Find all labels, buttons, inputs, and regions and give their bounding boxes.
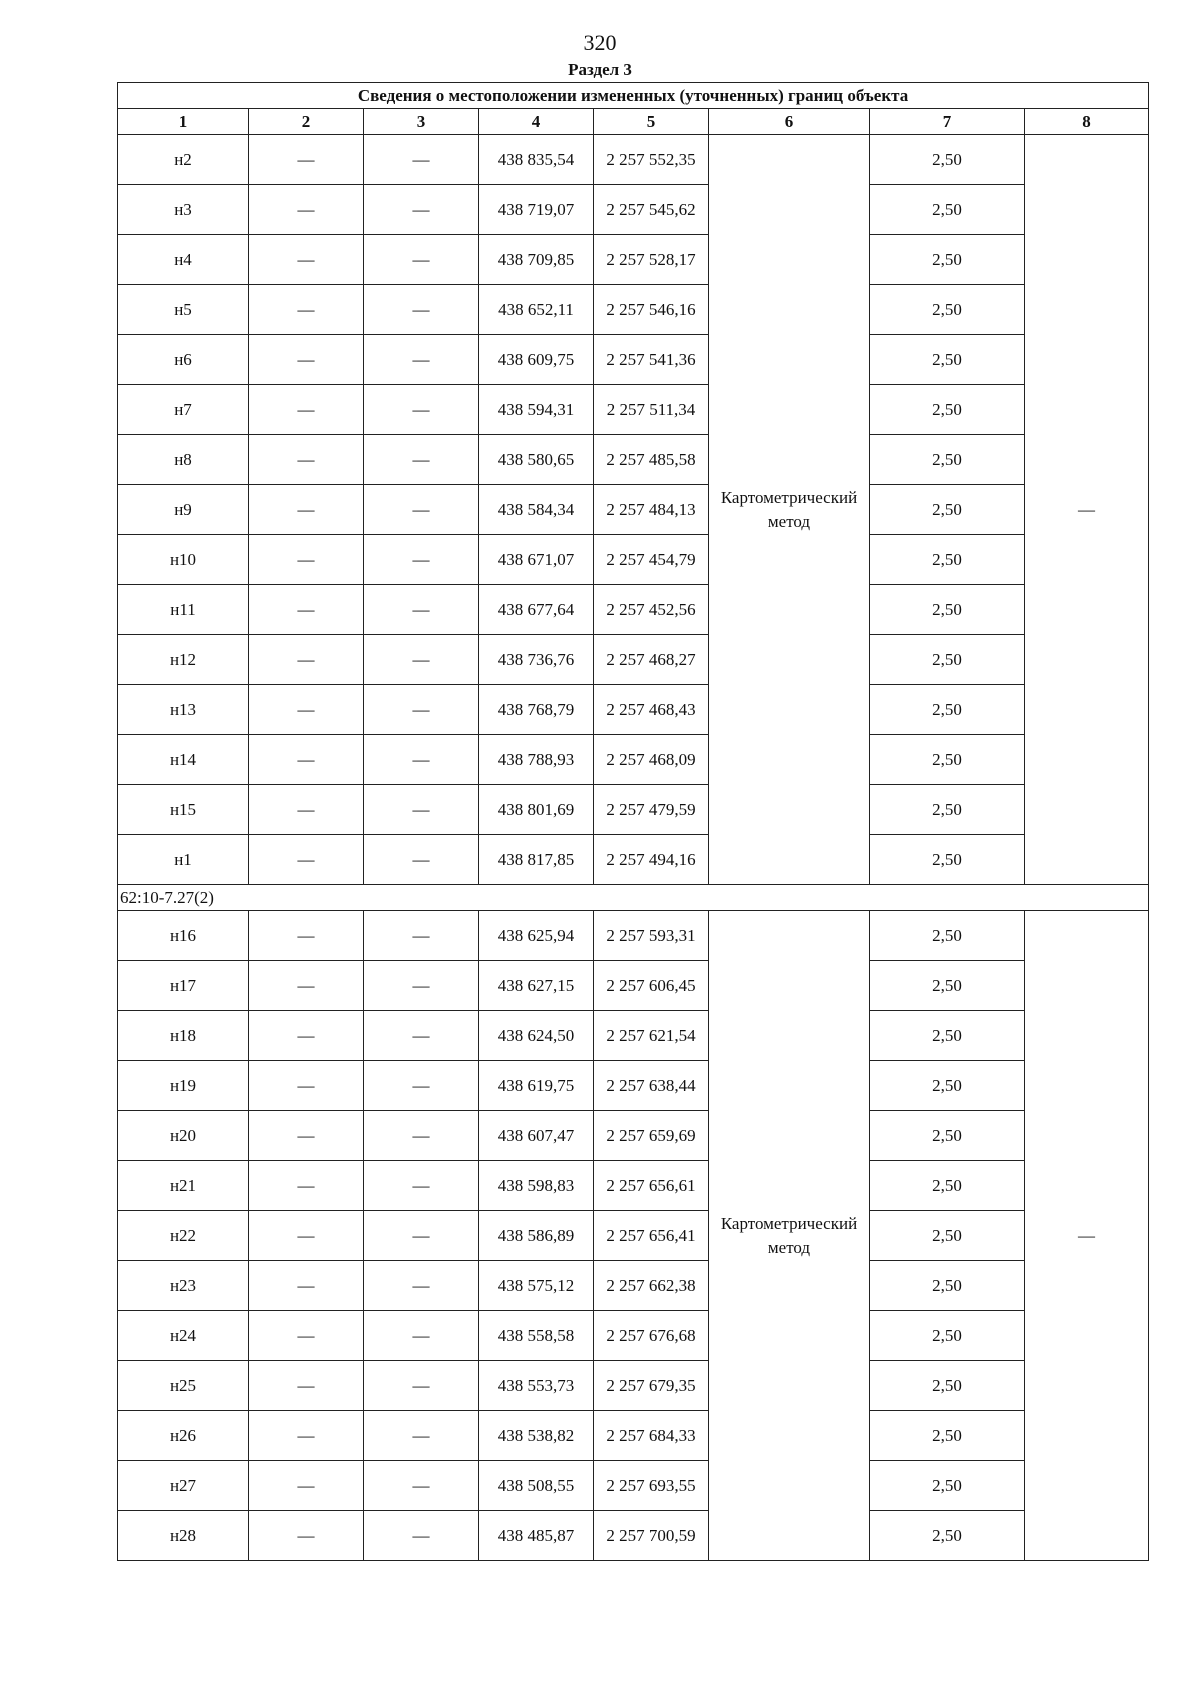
point-name: н18	[118, 1011, 249, 1061]
col2-dash: —	[249, 1111, 364, 1161]
coord-y: 2 257 552,35	[594, 135, 709, 185]
coord-y: 2 257 659,69	[594, 1111, 709, 1161]
col3-dash: —	[364, 335, 479, 385]
column-number: 6	[709, 109, 870, 135]
col3-dash: —	[364, 585, 479, 635]
method-cell: Картометрический метод	[709, 135, 870, 885]
coord-y: 2 257 454,79	[594, 535, 709, 585]
coord-y: 2 257 656,61	[594, 1161, 709, 1211]
table-row	[118, 685, 1149, 735]
page-number: 320	[583, 30, 617, 55]
col2-dash: —	[249, 485, 364, 535]
coord-x: 438 768,79	[479, 685, 594, 735]
table-row	[118, 1061, 1149, 1111]
accuracy: 2,50	[870, 685, 1025, 735]
col3-dash: —	[364, 485, 479, 535]
point-name: н21	[118, 1161, 249, 1211]
point-name: н15	[118, 785, 249, 835]
coord-y: 2 257 676,68	[594, 1311, 709, 1361]
column-number: 5	[594, 109, 709, 135]
col8-cell: —	[1025, 135, 1149, 885]
coord-y: 2 257 484,13	[594, 485, 709, 535]
point-name: н23	[118, 1261, 249, 1311]
column-number: 3	[364, 109, 479, 135]
parcel-label: 62:10-7.27(2)	[118, 885, 1149, 911]
coord-y: 2 257 494,16	[594, 835, 709, 885]
accuracy: 2,50	[870, 735, 1025, 785]
col3-dash: —	[364, 535, 479, 585]
col3-dash: —	[364, 435, 479, 485]
col3-dash: —	[364, 685, 479, 735]
col2-dash: —	[249, 1061, 364, 1111]
coord-x: 438 817,85	[479, 835, 594, 885]
coord-x: 438 580,65	[479, 435, 594, 485]
coord-x: 438 627,15	[479, 961, 594, 1011]
parcel-group-row	[118, 885, 1149, 911]
accuracy: 2,50	[870, 835, 1025, 885]
point-name: н25	[118, 1361, 249, 1411]
coord-x: 438 575,12	[479, 1261, 594, 1311]
col2-dash: —	[249, 735, 364, 785]
col3-dash: —	[364, 1411, 479, 1461]
col3-dash: —	[364, 1011, 479, 1061]
table-row	[118, 1361, 1149, 1411]
col3-dash: —	[364, 835, 479, 885]
point-name: н8	[118, 435, 249, 485]
table-row	[118, 335, 1149, 385]
accuracy: 2,50	[870, 485, 1025, 535]
coord-x: 438 553,73	[479, 1361, 594, 1411]
column-number: 1	[118, 109, 249, 135]
table-row	[118, 1261, 1149, 1311]
table-row	[118, 785, 1149, 835]
point-name: н14	[118, 735, 249, 785]
coord-y: 2 257 528,17	[594, 235, 709, 285]
table-row	[118, 185, 1149, 235]
column-number: 8	[1025, 109, 1149, 135]
coord-x: 438 607,47	[479, 1111, 594, 1161]
coord-x: 438 586,89	[479, 1211, 594, 1261]
col3-dash: —	[364, 1111, 479, 1161]
coord-x: 438 558,58	[479, 1311, 594, 1361]
col2-dash: —	[249, 1211, 364, 1261]
accuracy: 2,50	[870, 1161, 1025, 1211]
coord-y: 2 257 452,56	[594, 585, 709, 635]
col2-dash: —	[249, 1161, 364, 1211]
table-row	[118, 1211, 1149, 1261]
point-name: н19	[118, 1061, 249, 1111]
col2-dash: —	[249, 961, 364, 1011]
coord-x: 438 736,76	[479, 635, 594, 685]
coord-y: 2 257 468,43	[594, 685, 709, 735]
col3-dash: —	[364, 1461, 479, 1511]
col3-dash: —	[364, 135, 479, 185]
point-name: н6	[118, 335, 249, 385]
accuracy: 2,50	[870, 285, 1025, 335]
point-name: н12	[118, 635, 249, 685]
col2-dash: —	[249, 1311, 364, 1361]
col3-dash: —	[364, 385, 479, 435]
table-title-row	[118, 83, 1149, 109]
col2-dash: —	[249, 685, 364, 735]
col3-dash: —	[364, 1161, 479, 1211]
column-number: 7	[870, 109, 1025, 135]
coord-y: 2 257 662,38	[594, 1261, 709, 1311]
table-row	[118, 285, 1149, 335]
accuracy: 2,50	[870, 1511, 1025, 1561]
col2-dash: —	[249, 635, 364, 685]
coord-x: 438 719,07	[479, 185, 594, 235]
table-body	[118, 83, 1149, 1561]
boundary-table	[117, 82, 1149, 1561]
table-row	[118, 485, 1149, 535]
coord-y: 2 257 693,55	[594, 1461, 709, 1511]
table-row	[118, 1511, 1149, 1561]
accuracy: 2,50	[870, 911, 1025, 961]
coord-x: 438 508,55	[479, 1461, 594, 1511]
coord-x: 438 788,93	[479, 735, 594, 785]
accuracy: 2,50	[870, 635, 1025, 685]
table-row	[118, 435, 1149, 485]
col2-dash: —	[249, 1511, 364, 1561]
coord-y: 2 257 545,62	[594, 185, 709, 235]
coord-x: 438 619,75	[479, 1061, 594, 1111]
coord-x: 438 625,94	[479, 911, 594, 961]
accuracy: 2,50	[870, 535, 1025, 585]
coord-y: 2 257 621,54	[594, 1011, 709, 1061]
accuracy: 2,50	[870, 1411, 1025, 1461]
point-name: н22	[118, 1211, 249, 1261]
accuracy: 2,50	[870, 785, 1025, 835]
col3-dash: —	[364, 285, 479, 335]
coord-x: 438 609,75	[479, 335, 594, 385]
coord-y: 2 257 479,59	[594, 785, 709, 835]
coord-y: 2 257 485,58	[594, 435, 709, 485]
coord-x: 438 485,87	[479, 1511, 594, 1561]
coord-x: 438 652,11	[479, 285, 594, 335]
table-row	[118, 385, 1149, 435]
accuracy: 2,50	[870, 1111, 1025, 1161]
col2-dash: —	[249, 235, 364, 285]
method-cell: Картометрический метод	[709, 911, 870, 1561]
accuracy: 2,50	[870, 135, 1025, 185]
table-row	[118, 911, 1149, 961]
point-name: н13	[118, 685, 249, 735]
coord-y: 2 257 593,31	[594, 911, 709, 961]
point-name: н16	[118, 911, 249, 961]
col2-dash: —	[249, 911, 364, 961]
col3-dash: —	[364, 1211, 479, 1261]
accuracy: 2,50	[870, 1361, 1025, 1411]
table-row	[118, 1161, 1149, 1211]
point-name: н11	[118, 585, 249, 635]
coord-x: 438 709,85	[479, 235, 594, 285]
point-name: н17	[118, 961, 249, 1011]
coord-y: 2 257 546,16	[594, 285, 709, 335]
coord-y: 2 257 511,34	[594, 385, 709, 435]
col3-dash: —	[364, 1061, 479, 1111]
column-number: 2	[249, 109, 364, 135]
point-name: н9	[118, 485, 249, 535]
column-number-row	[118, 109, 1149, 135]
col3-dash: —	[364, 735, 479, 785]
coord-x: 438 835,54	[479, 135, 594, 185]
point-name: н3	[118, 185, 249, 235]
column-number: 4	[479, 109, 594, 135]
coord-y: 2 257 700,59	[594, 1511, 709, 1561]
point-name: н4	[118, 235, 249, 285]
coord-y: 2 257 541,36	[594, 335, 709, 385]
coord-y: 2 257 638,44	[594, 1061, 709, 1111]
table-row	[118, 1311, 1149, 1361]
point-name: н2	[118, 135, 249, 185]
col3-dash: —	[364, 185, 479, 235]
coord-x: 438 598,83	[479, 1161, 594, 1211]
accuracy: 2,50	[870, 435, 1025, 485]
col2-dash: —	[249, 435, 364, 485]
coord-y: 2 257 468,09	[594, 735, 709, 785]
col2-dash: —	[249, 1011, 364, 1061]
col3-dash: —	[364, 1311, 479, 1361]
accuracy: 2,50	[870, 1311, 1025, 1361]
coord-y: 2 257 684,33	[594, 1411, 709, 1461]
accuracy: 2,50	[870, 1261, 1025, 1311]
accuracy: 2,50	[870, 385, 1025, 435]
col2-dash: —	[249, 135, 364, 185]
accuracy: 2,50	[870, 185, 1025, 235]
col2-dash: —	[249, 385, 364, 435]
coord-x: 438 538,82	[479, 1411, 594, 1461]
col3-dash: —	[364, 1261, 479, 1311]
point-name: н26	[118, 1411, 249, 1461]
col2-dash: —	[249, 585, 364, 635]
coord-x: 438 677,64	[479, 585, 594, 635]
col2-dash: —	[249, 285, 364, 335]
col8-cell: —	[1025, 911, 1149, 1561]
table-row	[118, 1011, 1149, 1061]
coord-y: 2 257 606,45	[594, 961, 709, 1011]
accuracy: 2,50	[870, 1461, 1025, 1511]
point-name: н7	[118, 385, 249, 435]
accuracy: 2,50	[870, 235, 1025, 285]
col2-dash: —	[249, 785, 364, 835]
col2-dash: —	[249, 535, 364, 585]
section-title: Раздел 3	[568, 60, 632, 79]
point-name: н1	[118, 835, 249, 885]
point-name: н27	[118, 1461, 249, 1511]
accuracy: 2,50	[870, 961, 1025, 1011]
table-row	[118, 535, 1149, 585]
coord-x: 438 671,07	[479, 535, 594, 585]
coord-y: 2 257 679,35	[594, 1361, 709, 1411]
table-title: Сведения о местоположении измененных (уточненных) границ объекта	[118, 83, 1149, 109]
accuracy: 2,50	[870, 335, 1025, 385]
point-name: н20	[118, 1111, 249, 1161]
col3-dash: —	[364, 785, 479, 835]
table-row	[118, 1411, 1149, 1461]
col2-dash: —	[249, 1361, 364, 1411]
coord-x: 438 624,50	[479, 1011, 594, 1061]
col2-dash: —	[249, 835, 364, 885]
table-row	[118, 1111, 1149, 1161]
col2-dash: —	[249, 1411, 364, 1461]
table-row	[118, 585, 1149, 635]
point-name: н5	[118, 285, 249, 335]
point-name: н28	[118, 1511, 249, 1561]
col3-dash: —	[364, 635, 479, 685]
col3-dash: —	[364, 1511, 479, 1561]
point-name: н10	[118, 535, 249, 585]
accuracy: 2,50	[870, 1011, 1025, 1061]
accuracy: 2,50	[870, 1211, 1025, 1261]
accuracy: 2,50	[870, 585, 1025, 635]
table-row	[118, 1461, 1149, 1511]
col3-dash: —	[364, 1361, 479, 1411]
coord-x: 438 801,69	[479, 785, 594, 835]
coord-y: 2 257 468,27	[594, 635, 709, 685]
col2-dash: —	[249, 335, 364, 385]
table-row	[118, 735, 1149, 785]
table-row	[118, 135, 1149, 185]
table-row	[118, 961, 1149, 1011]
accuracy: 2,50	[870, 1061, 1025, 1111]
col2-dash: —	[249, 1461, 364, 1511]
col3-dash: —	[364, 961, 479, 1011]
col3-dash: —	[364, 235, 479, 285]
point-name: н24	[118, 1311, 249, 1361]
col3-dash: —	[364, 911, 479, 961]
table-row	[118, 235, 1149, 285]
coord-x: 438 594,31	[479, 385, 594, 435]
coord-x: 438 584,34	[479, 485, 594, 535]
coord-y: 2 257 656,41	[594, 1211, 709, 1261]
table-row	[118, 635, 1149, 685]
table-row	[118, 835, 1149, 885]
col2-dash: —	[249, 1261, 364, 1311]
col2-dash: —	[249, 185, 364, 235]
